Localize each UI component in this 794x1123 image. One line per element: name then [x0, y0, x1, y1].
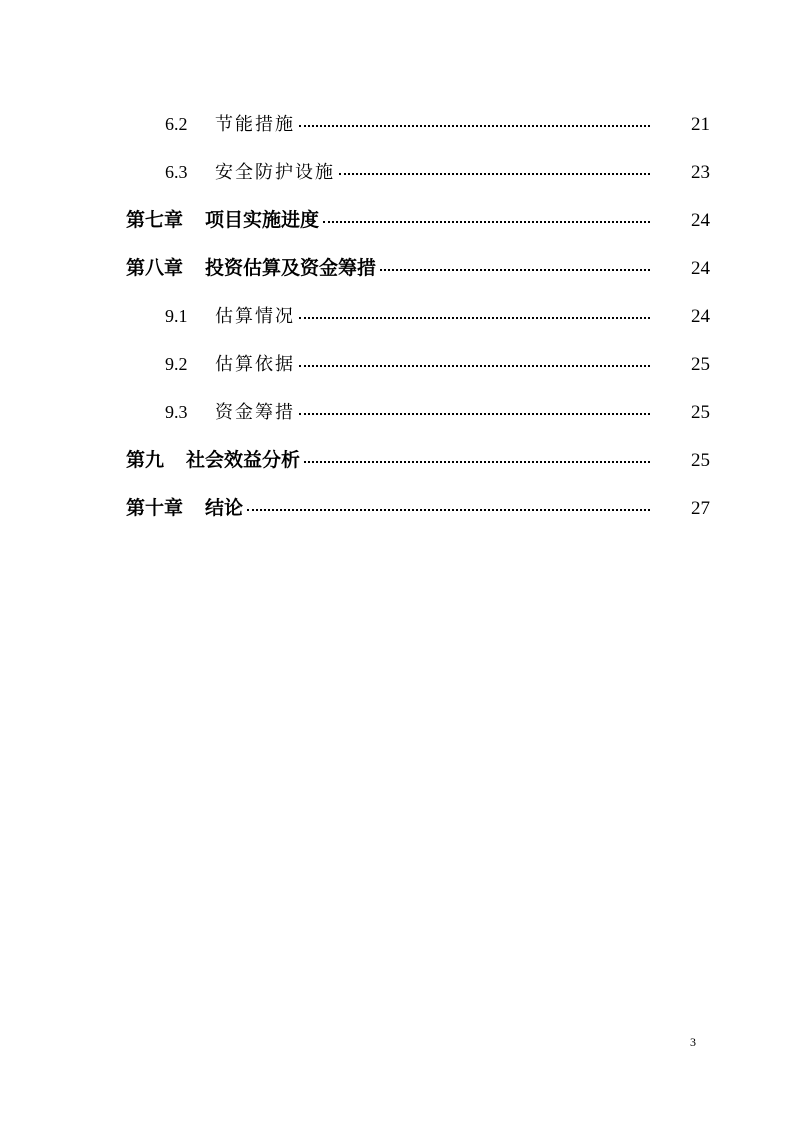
toc-dot-leader: [299, 413, 650, 415]
toc-entry-label: [0, 158, 339, 184]
toc-entry-page: 24: [691, 306, 710, 327]
toc-entry-label: [0, 350, 299, 376]
toc-dot-leader: [299, 317, 650, 319]
toc-entry-page: 25: [691, 402, 710, 423]
toc-dot-leader: [323, 221, 650, 223]
toc-entry-chapter-9[interactable]: [0, 442, 794, 472]
toc-entry-label: [0, 493, 247, 520]
toc-entry-9-3[interactable]: [0, 394, 794, 424]
toc-entry-number: 6.3: [165, 162, 188, 182]
toc-entry-title: 项目实施进度: [205, 209, 320, 231]
toc-dot-leader: [339, 173, 650, 175]
toc-entry-title: 投资估算及资金筹措: [205, 257, 377, 279]
toc-entry-title: 社会效益分析: [186, 449, 301, 471]
toc-entry-page: 21: [691, 114, 710, 135]
toc-entry-label: [0, 302, 299, 328]
toc-entry-number: 9.2: [165, 354, 188, 374]
toc-dot-leader: [247, 509, 650, 511]
toc-entry-6-3[interactable]: [0, 154, 794, 184]
toc-entry-page: 24: [691, 258, 710, 279]
toc-entry-page: 24: [691, 210, 710, 231]
toc-entry-title: 资金筹措: [215, 402, 295, 422]
toc-entry-number: 第七章: [126, 209, 184, 231]
toc-dot-leader: [304, 461, 650, 463]
toc-entry-label: [0, 398, 299, 424]
toc-entry-9-2[interactable]: [0, 346, 794, 376]
toc-entry-number: 第九: [126, 449, 165, 471]
toc-entry-page: 25: [691, 450, 710, 471]
toc-entry-title: 节能措施: [215, 114, 295, 134]
toc-dot-leader: [380, 269, 650, 271]
toc-entry-number: 9.1: [165, 306, 188, 326]
toc-entry-title: 结论: [205, 497, 244, 519]
toc-entry-title: 估算情况: [215, 306, 295, 326]
toc-entry-chapter-7[interactable]: [0, 202, 794, 232]
toc-entry-page: 27: [691, 498, 710, 519]
toc-dot-leader: [299, 125, 650, 127]
toc-entry-9-1[interactable]: [0, 298, 794, 328]
toc-entry-6-2[interactable]: [0, 106, 794, 136]
toc-entry-label: [0, 205, 323, 232]
toc-entry-label: [0, 445, 304, 472]
toc-entry-label: [0, 110, 299, 136]
page-number: 3: [690, 1035, 696, 1049]
toc-entry-number: 9.3: [165, 402, 188, 422]
toc-entry-number: 第八章: [126, 257, 184, 279]
toc-entry-label: [0, 253, 380, 280]
toc-entry-chapter-10[interactable]: [0, 490, 794, 520]
toc-dot-leader: [299, 365, 650, 367]
toc-entry-page: 25: [691, 354, 710, 375]
toc-entry-page: 23: [691, 162, 710, 183]
toc-entry-title: 安全防护设施: [215, 162, 335, 182]
toc-entry-chapter-8[interactable]: [0, 250, 794, 280]
toc-entry-number: 第十章: [126, 497, 184, 519]
toc-entry-number: 6.2: [165, 114, 188, 134]
toc-entry-title: 估算依据: [215, 354, 295, 374]
